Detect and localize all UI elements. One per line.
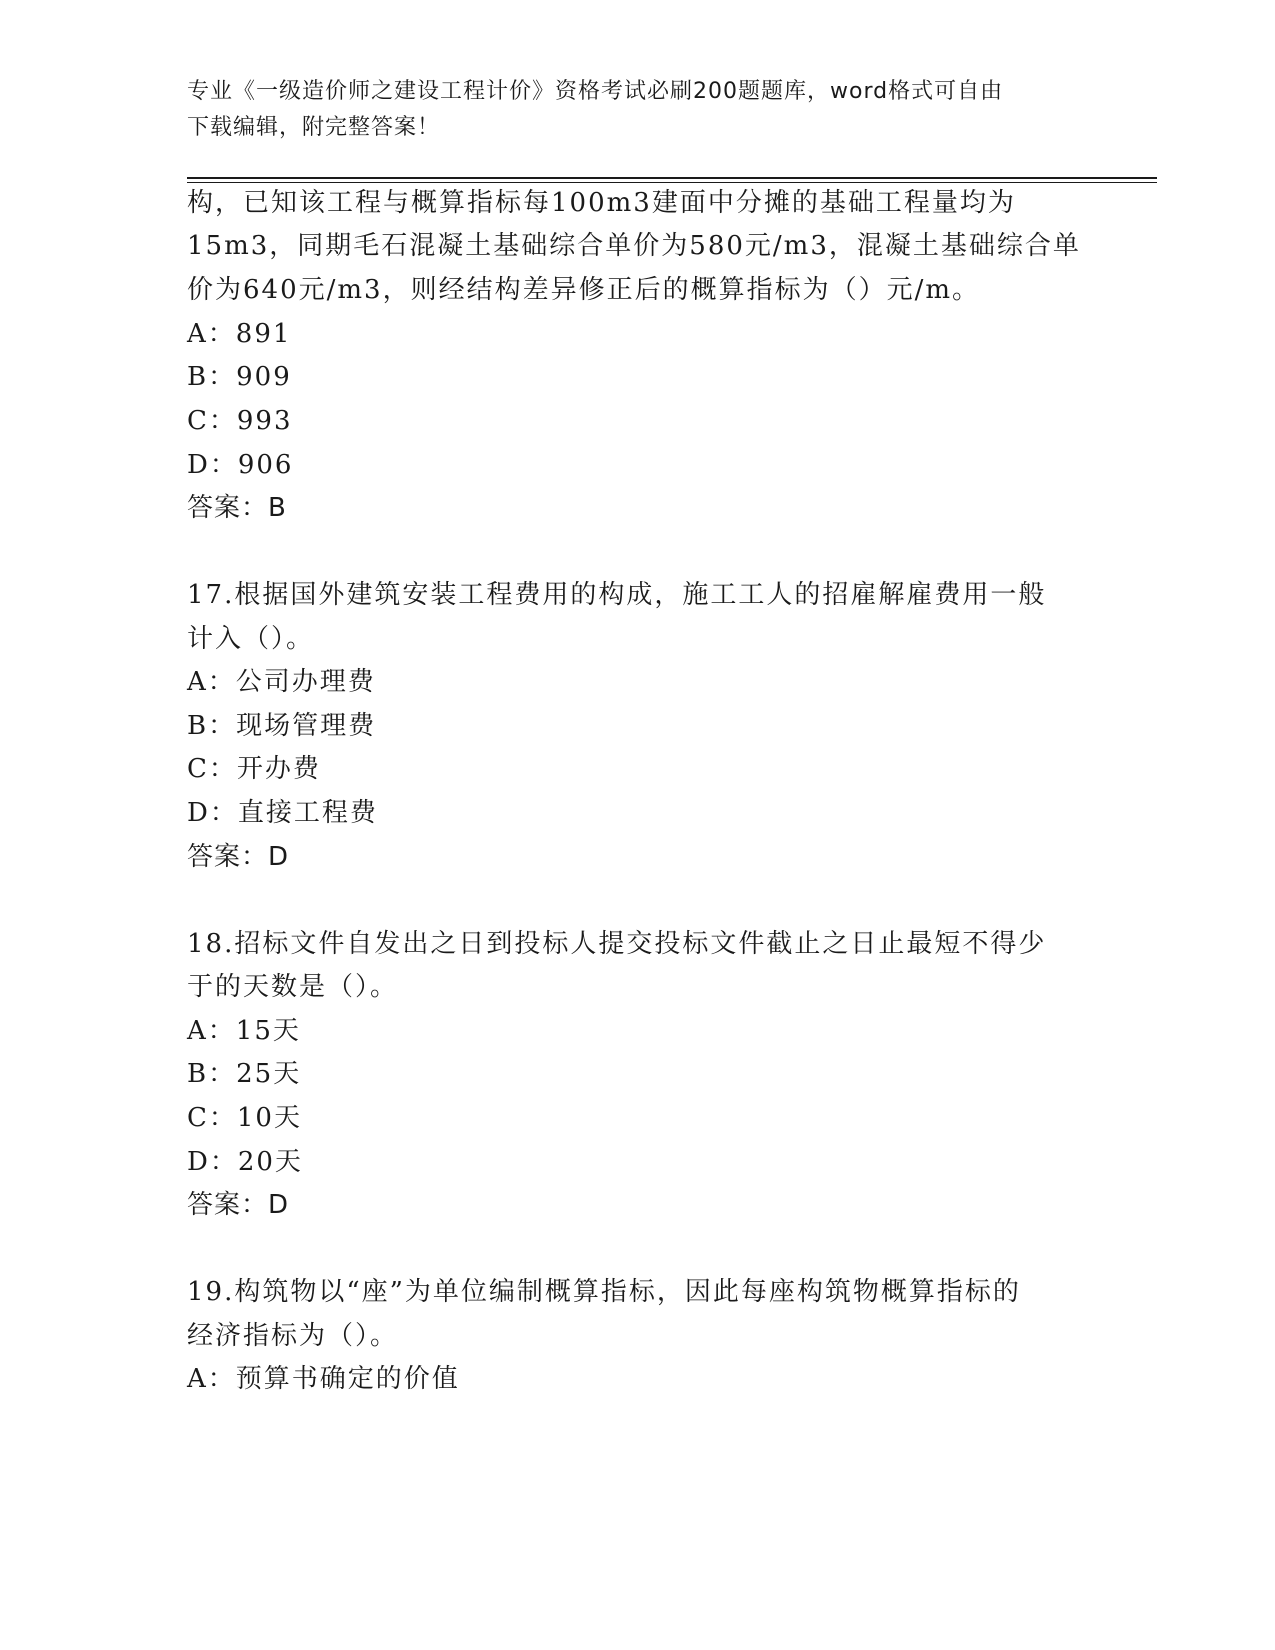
q17-stem-line-2: 计入（）。 bbox=[187, 624, 315, 654]
q18-option-b: B：25天 bbox=[187, 1059, 302, 1089]
header-rule-thin bbox=[187, 182, 1157, 183]
q17-stem-line-1: 17.根据国外建筑安装工程费用的构成，施工工人的招雇解雇费用一般 bbox=[187, 580, 1047, 610]
q17-option-c: C：开办费 bbox=[187, 754, 321, 784]
q16-option-a: A：891 bbox=[187, 319, 292, 349]
q16-stem-line-3: 价为640元/m3，则经结构差异修正后的概算指标为（）元/m。 bbox=[187, 275, 980, 305]
q18-option-d: D：20天 bbox=[187, 1147, 303, 1177]
q19-option-a: A：预算书确定的价值 bbox=[187, 1364, 460, 1394]
q18-option-c: C：10天 bbox=[187, 1103, 302, 1133]
q18-option-a: A：15天 bbox=[187, 1016, 301, 1046]
q16-stem-line-2: 15m3，同期毛石混凝土基础综合单价为580元/m3，混凝土基础综合单 bbox=[187, 231, 1081, 261]
header-line-1: 专业《一级造价师之建设工程计价》资格考试必刷200题题库，word格式可自由 bbox=[187, 79, 1004, 104]
q16-option-c: C：993 bbox=[187, 406, 293, 436]
q19-stem-line-2: 经济指标为（）。 bbox=[187, 1321, 399, 1351]
q17-option-b: B：现场管理费 bbox=[187, 711, 377, 741]
q16-stem-line-1: 构，已知该工程与概算指标每100m3建面中分摊的基础工程量均为 bbox=[187, 188, 1016, 218]
q18-answer: 答案：D bbox=[187, 1190, 290, 1220]
q18-stem-line-1: 18.招标文件自发出之日到投标人提交投标文件截止之日止最短不得少 bbox=[187, 929, 1047, 959]
q16-option-d: D：906 bbox=[187, 450, 294, 480]
q16-answer: 答案：B bbox=[187, 493, 287, 523]
q17-answer: 答案：D bbox=[187, 842, 290, 872]
q19-stem-line-1: 19.构筑物以“座”为单位编制概算指标，因此每座构筑物概算指标的 bbox=[187, 1277, 1021, 1307]
header-rule bbox=[187, 177, 1157, 179]
q17-option-a: A：公司办理费 bbox=[187, 667, 376, 697]
document-header bbox=[187, 74, 1067, 146]
header-line-2: 下载编辑，附完整答案！ bbox=[187, 115, 441, 140]
q16-option-b: B：909 bbox=[187, 362, 292, 392]
q18-stem-line-2: 于的天数是（）。 bbox=[187, 972, 399, 1002]
q17-option-d: D：直接工程费 bbox=[187, 798, 378, 828]
